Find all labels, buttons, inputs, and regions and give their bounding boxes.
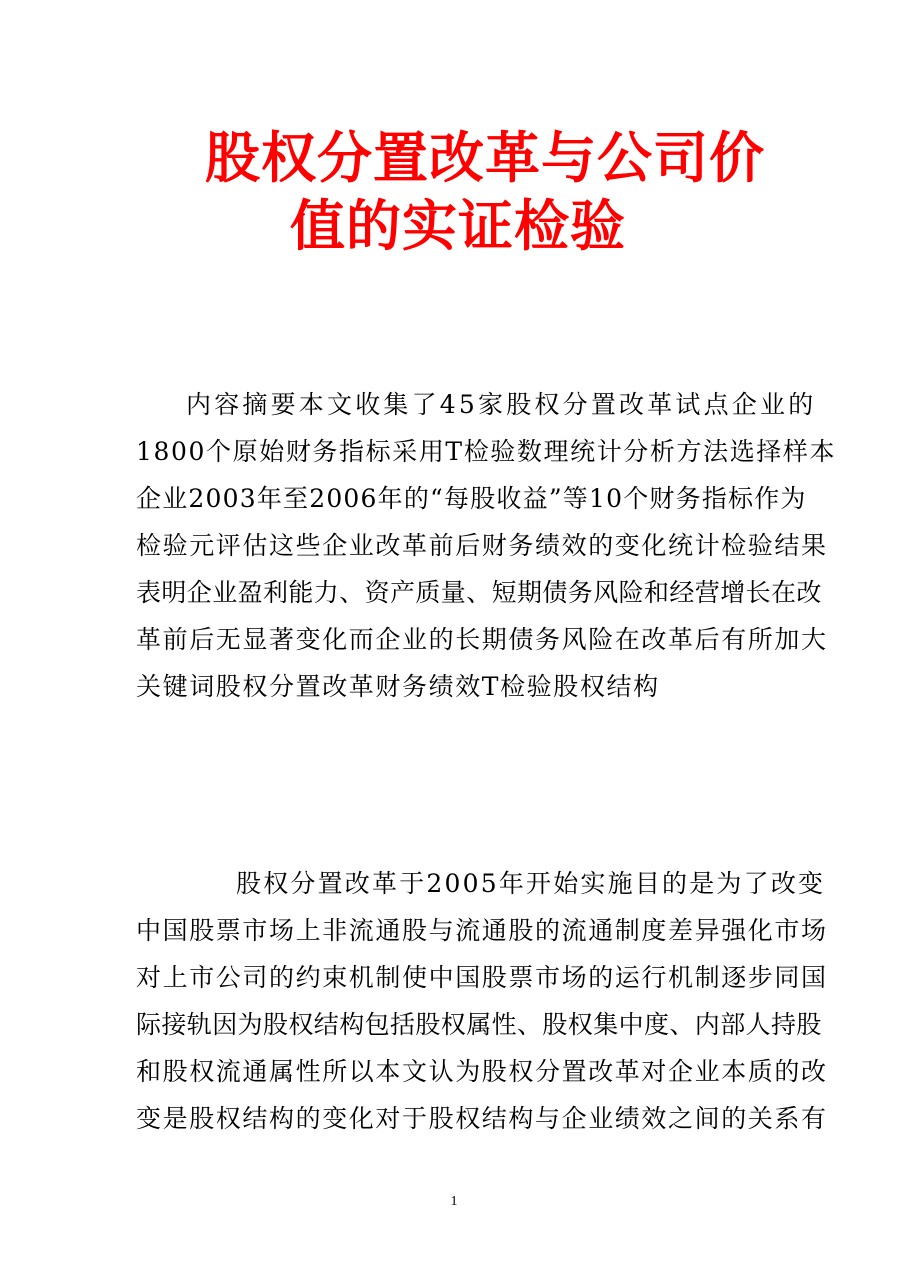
body-line-4: 际接轨因为股权结构包括股权属性、股权集中度、内部人持股 (136, 1010, 822, 1039)
body-line-1: 股权分置改革于2005年开始实施目的是为了改变 (236, 869, 826, 898)
abstract-line-1: 内容摘要本文收集了45家股权分置改革试点企业的 (186, 390, 817, 419)
title-line-2: 值的实证检验 (290, 194, 627, 258)
abstract-line-4: 检验元评估这些企业改革前后财务绩效的变化统计检验结果 (136, 531, 828, 560)
abstract-line-7: 关键词股权分置改革财务绩效T检验股权结构 (136, 672, 660, 701)
page-number: 1 (450, 1194, 458, 1209)
abstract-line-2: 1800个原始财务指标采用T检验数理统计分析方法选择样本 (136, 437, 837, 466)
title-line-1: 股权分置改革与公司价 (205, 126, 766, 190)
body-line-5: 和股权流通属性所以本文认为股权分置改革对企业本质的改 (136, 1057, 828, 1086)
abstract-line-6: 革前后无显著变化而企业的长期债务风险在改革后有所加大 (136, 625, 828, 654)
abstract-line-3: 企业2003年至2006年的“每股收益”等10个财务指标作为 (136, 484, 807, 513)
body-line-2: 中国股票市场上非流通股与流通股的流通制度差异强化市场 (136, 916, 828, 945)
body-line-6: 变是股权结构的变化对于股权结构与企业绩效之间的关系有 (136, 1104, 828, 1133)
body-line-3: 对上市公司的约束机制使中国股票市场的运行机制逐步同国 (136, 963, 828, 992)
abstract-line-5: 表明企业盈利能力、资产质量、短期债务风险和经营增长在改 (136, 578, 822, 607)
